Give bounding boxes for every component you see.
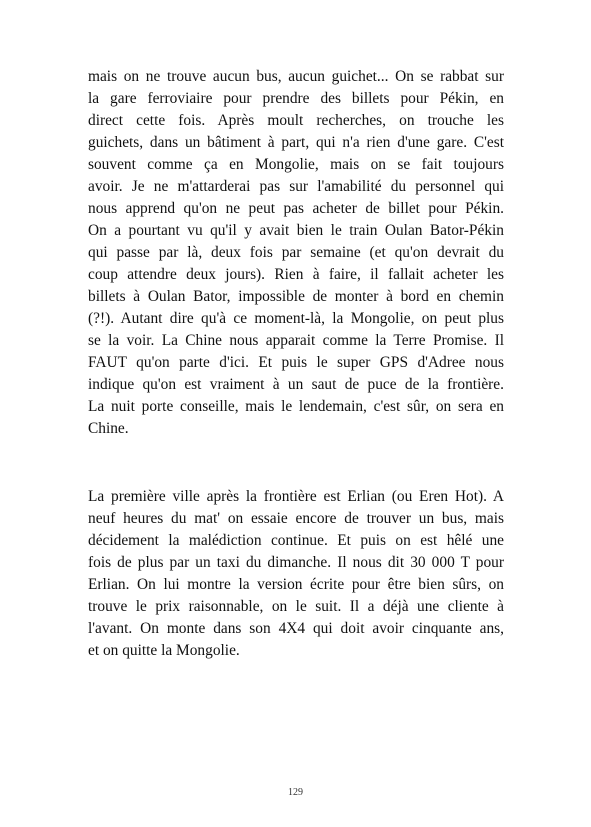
text-line: indique qu'on est vraiment à un saut de puce de la frontière. — [88, 376, 504, 393]
text-line: souvent comme ça en Mongolie, mais on se fait toujours — [88, 156, 504, 173]
text-line: FAUT qu'on parte d'ici. Et puis le super GPS d'Adree nous — [88, 354, 504, 371]
text-line: mais on ne trouve aucun bus, aucun guichet... On se rabbat sur — [88, 68, 504, 85]
text-line: la gare ferroviaire pour prendre des billets pour Pékin, en — [88, 90, 504, 107]
text-line: neuf heures du mat' on essaie encore de trouver un bus, mais — [88, 510, 504, 527]
text-line: l'avant. On monte dans son 4X4 qui doit avoir cinquante ans, — [88, 620, 504, 637]
text-line: nous apprend qu'on ne peut pas acheter de billet pour Pékin. — [88, 200, 504, 217]
text-line: coup attendre deux jours). Rien à faire, il fallait acheter les — [88, 266, 504, 283]
page-number: 129 — [288, 787, 303, 798]
text-line: fois de plus par un taxi du dimanche. Il nous dit 30 000 T pour — [88, 554, 504, 571]
text-line: avoir. Je ne m'attarderai pas sur l'amabilité du personnel qui — [88, 178, 504, 195]
paragraph-1 — [88, 66, 504, 440]
text-line: et on quitte la Mongolie. — [88, 642, 240, 659]
paragraph-2 — [88, 486, 504, 662]
text-line: qui passe par là, deux fois par semaine (et qu'on devrait du — [88, 244, 504, 261]
text-line: On a pourtant vu qu'il y avait bien le train Oulan Bator-Pékin — [88, 222, 504, 239]
text-line: Chine. — [88, 420, 129, 437]
text-line: Erlian. On lui montre la version écrite pour être bien sûrs, on — [88, 576, 504, 593]
text-line: direct cette fois. Après moult recherches, on trouche les — [88, 112, 504, 129]
text-line: La première ville après la frontière est Erlian (ou Eren Hot). A — [88, 488, 504, 505]
text-line: La nuit porte conseille, mais le lendemain, c'est sûr, on sera en — [88, 398, 504, 415]
text-line: trouve le prix raisonnable, on le suit. Il a déjà une cliente à — [88, 598, 504, 615]
text-line: billets à Oulan Bator, impossible de monter à bord en chemin — [88, 288, 504, 305]
text-line: guichets, dans un bâtiment à part, qui n'a rien d'une gare. C'est — [88, 134, 504, 151]
text-line: décidement la malédiction continue. Et puis on est hêlé une — [88, 532, 504, 549]
text-line: se la voir. La Chine nous apparait comme la Terre Promise. Il — [88, 332, 504, 349]
text-line: (?!). Autant dire qu'à ce moment-là, la Mongolie, on peut plus — [88, 310, 504, 327]
